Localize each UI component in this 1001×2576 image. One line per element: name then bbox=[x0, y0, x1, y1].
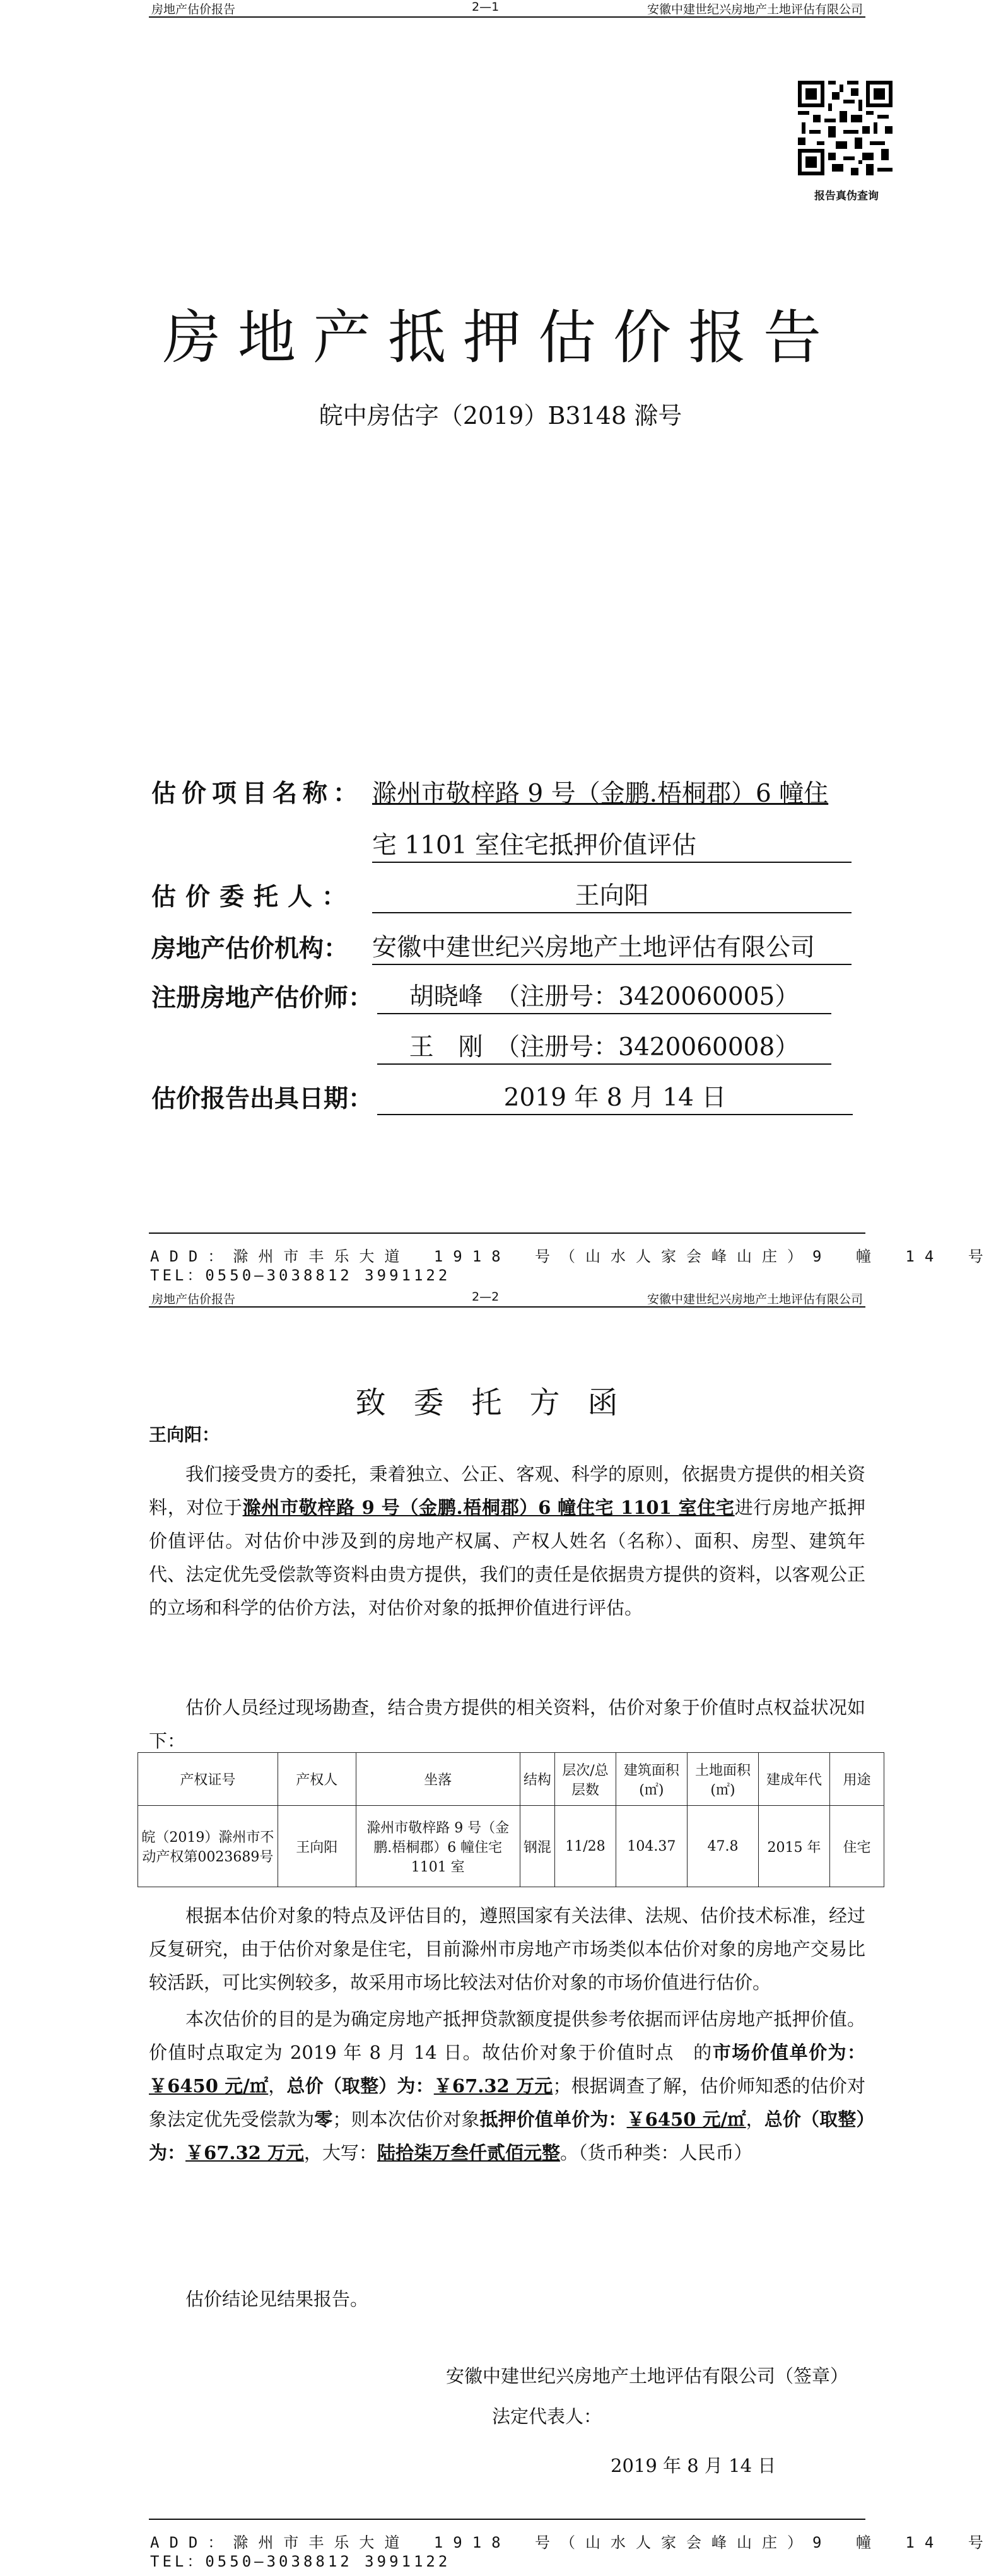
sign-representative: 法定代表人： bbox=[492, 2406, 602, 2427]
table-cell: 钢混 bbox=[520, 1806, 554, 1887]
date-label: 估价报告出具日期： bbox=[151, 1085, 373, 1113]
header-page-number: 2—1 bbox=[472, 0, 500, 14]
footer-tel: TEL：0550—3038812 3991122 bbox=[150, 2553, 451, 2570]
paragraph-5: 估价结论见结果报告。 bbox=[185, 2288, 369, 2310]
table-header: 产权人 bbox=[278, 1753, 356, 1806]
project-value-2 bbox=[372, 830, 852, 863]
client-row bbox=[151, 881, 356, 915]
p4-market-unit-value: ￥6450 元/㎡ bbox=[149, 2075, 269, 2097]
p4-text-g: ；根据调查了解，估价师知悉的估价对象法定优先受偿款为 bbox=[149, 2075, 865, 2130]
paragraph-4 bbox=[149, 2003, 865, 2170]
header-company: 安徽中建世纪兴房地产土地评估有限公司 bbox=[647, 3, 863, 16]
p4-text-o: ，大写： bbox=[303, 2142, 377, 2163]
table-header: 土地面积(㎡) bbox=[687, 1753, 758, 1806]
table-header: 建成年代 bbox=[759, 1753, 830, 1806]
project-value-1 bbox=[372, 777, 828, 811]
salutation: 王向阳： bbox=[149, 1424, 220, 1445]
appraiser-label: 注册房地产估价师： bbox=[151, 984, 373, 1012]
report-number: 皖中房估字（2019）B3148 滁号 bbox=[319, 402, 682, 430]
project-label: 估价项目名称： bbox=[151, 780, 364, 808]
appraiser-2: 王 刚 （注册号：3420060008） bbox=[409, 1033, 800, 1062]
p1-property: 滁州市敬梓路 9 号（金鹏.梧桐郡）6 幢住宅 1101 室住宅 bbox=[242, 1497, 735, 1518]
date-row bbox=[151, 1082, 373, 1116]
table-cell: 104.37 bbox=[616, 1806, 687, 1887]
report-date: 2019 年 8 月 14 日 bbox=[503, 1084, 727, 1112]
table-header: 层次/总层数 bbox=[555, 1753, 616, 1806]
p4-mortgage-total-label: 总价（取整）为： bbox=[149, 2109, 865, 2163]
project-value-line1: 滁州市敬梓路 9 号（金鹏.梧桐郡）6 幢住 bbox=[372, 780, 829, 808]
page-header bbox=[149, 0, 865, 18]
appraiser-value-1 bbox=[377, 981, 831, 1014]
table-header-row bbox=[138, 1753, 884, 1806]
client-value bbox=[372, 881, 852, 913]
sign-company: 安徽中建世纪兴房地产土地评估有限公司（签章） bbox=[446, 2365, 849, 2387]
p1-text-a: 我们接受贵方的委托，秉着独立、公正、客观、科学的原则，依据贵方提供的相关资料，对位于 bbox=[149, 1463, 865, 1518]
header-page-number: 2—2 bbox=[472, 1290, 500, 1304]
table-cell: 皖（2019）滁州市不动产权第0023689号 bbox=[138, 1806, 278, 1887]
p4-market-unit-label: 市场价值单价为： bbox=[712, 2042, 865, 2063]
table-cell: 2015 年 bbox=[759, 1806, 830, 1887]
appraiser-value-2 bbox=[377, 1032, 831, 1065]
qr-code-icon[interactable] bbox=[798, 81, 893, 175]
sign-date: 2019 年 8 月 14 日 bbox=[611, 2455, 776, 2476]
agency-value bbox=[372, 932, 852, 965]
agency-name: 安徽中建世纪兴房地产土地评估有限公司 bbox=[372, 934, 816, 962]
table-cell: 王向阳 bbox=[278, 1806, 356, 1887]
rights-table bbox=[138, 1752, 884, 1887]
paragraph-3: 根据本估价对象的特点及评估目的，遵照国家有关法律、法规、估价技术标准，经过反复研究，由于估价对象是住宅，目前滁州市房地产市场类似本估价对象的房地产交易比较活跃，可比实例较多，故采用市场比较法对估价对象的市场价值进行估价。 bbox=[149, 1905, 865, 1993]
p4-mortgage-total-value: ￥67.32 万元 bbox=[185, 2142, 304, 2163]
qr-caption: 报告真伪查询 bbox=[814, 190, 879, 202]
agency-label: 房地产估价机构： bbox=[151, 935, 349, 963]
appraiser-1: 胡晓峰 （注册号：3420060005） bbox=[409, 983, 800, 1011]
table-cell: 47.8 bbox=[687, 1806, 758, 1887]
client-label: 估价委托人： bbox=[151, 883, 356, 911]
table-header: 用途 bbox=[830, 1753, 884, 1806]
header-left: 房地产估价报告 bbox=[151, 1292, 236, 1306]
footer-address: ADD：滁州市丰乐大道 1918 号（山水人家会峰山庄）9 幢 14 号 bbox=[150, 1248, 993, 1265]
page-footer bbox=[149, 1232, 993, 1287]
p4-amount-words: 陆拾柒万叁仟贰佰元整 bbox=[377, 2142, 560, 2163]
p4-market-total-label: 总价（取整）为： bbox=[286, 2075, 434, 2097]
project-value-line2: 宅 1101 室住宅抵押价值评估 bbox=[372, 831, 697, 860]
page-footer bbox=[149, 2519, 993, 2575]
p1-text-c: 进行房地产抵押价值评估。对估价中涉及到的房地产权属、产权人姓名（名称）、面积、房型、建筑年代、法定优先受偿款等资料由贵方提供，我们的责任是依据贵方提供的资料，以客观公正的立场和科学的估价方法，对估价对象的抵押价值进行评估。 bbox=[149, 1497, 865, 1619]
page-header bbox=[149, 1290, 865, 1308]
p4-sep-2: ， bbox=[746, 2109, 764, 2130]
p4-currency: 。（货币种类：人民币） bbox=[559, 2142, 752, 2163]
table-cell: 11/28 bbox=[555, 1806, 616, 1887]
table-cell: 滁州市敬梓路 9 号（金鹏.梧桐郡）6 幢住宅 1101 室 bbox=[356, 1806, 520, 1887]
footer-tel: TEL：0550—3038812 3991122 bbox=[150, 1267, 451, 1284]
footer-address: ADD：滁州市丰乐大道 1918 号（山水人家会峰山庄）9 幢 14 号 bbox=[150, 2534, 993, 2551]
letter-title: 致委托方函 bbox=[355, 1385, 646, 1420]
table-header: 结构 bbox=[520, 1753, 554, 1806]
p4-text-i: ；则本次估价对象 bbox=[332, 2109, 480, 2130]
p4-mortgage-unit-value: ￥6450 元/㎡ bbox=[626, 2109, 746, 2130]
p4-market-total-value: ￥67.32 万元 bbox=[433, 2075, 553, 2097]
p4-mortgage-unit-label: 抵押价值单价为： bbox=[479, 2109, 627, 2130]
table-header: 坐落 bbox=[356, 1753, 520, 1806]
header-left: 房地产估价报告 bbox=[151, 3, 236, 16]
p4-text: 本次估价的目的是为确定房地产抵押贷款额度提供参考依据而评估房地产抵押价值。价值时点取定为 2019 年 8 月 14 日。故估价对象于价值时点 的 bbox=[149, 2008, 865, 2063]
table-cell: 住宅 bbox=[830, 1806, 884, 1887]
table-header: 产权证号 bbox=[138, 1753, 278, 1806]
appraiser-row bbox=[151, 981, 373, 1016]
table-header: 建筑面积(㎡) bbox=[616, 1753, 687, 1806]
date-value bbox=[377, 1082, 853, 1115]
table-row bbox=[138, 1806, 884, 1887]
report-title: 房地产抵押估价报告 bbox=[162, 304, 838, 372]
p4-sep: ， bbox=[268, 2075, 287, 2097]
client-name: 王向阳 bbox=[575, 882, 649, 910]
paragraph-1 bbox=[149, 1458, 865, 1625]
header-company: 安徽中建世纪兴房地产土地评估有限公司 bbox=[647, 1292, 863, 1306]
agency-row bbox=[151, 932, 348, 966]
project-row bbox=[151, 777, 363, 811]
paragraph-2: 估价人员经过现场勘查，结合贵方提供的相关资料，估价对象于价值时点权益状况如下： bbox=[149, 1697, 865, 1752]
p4-priority: 零 bbox=[314, 2109, 333, 2130]
letter-page bbox=[0, 1290, 1001, 2576]
